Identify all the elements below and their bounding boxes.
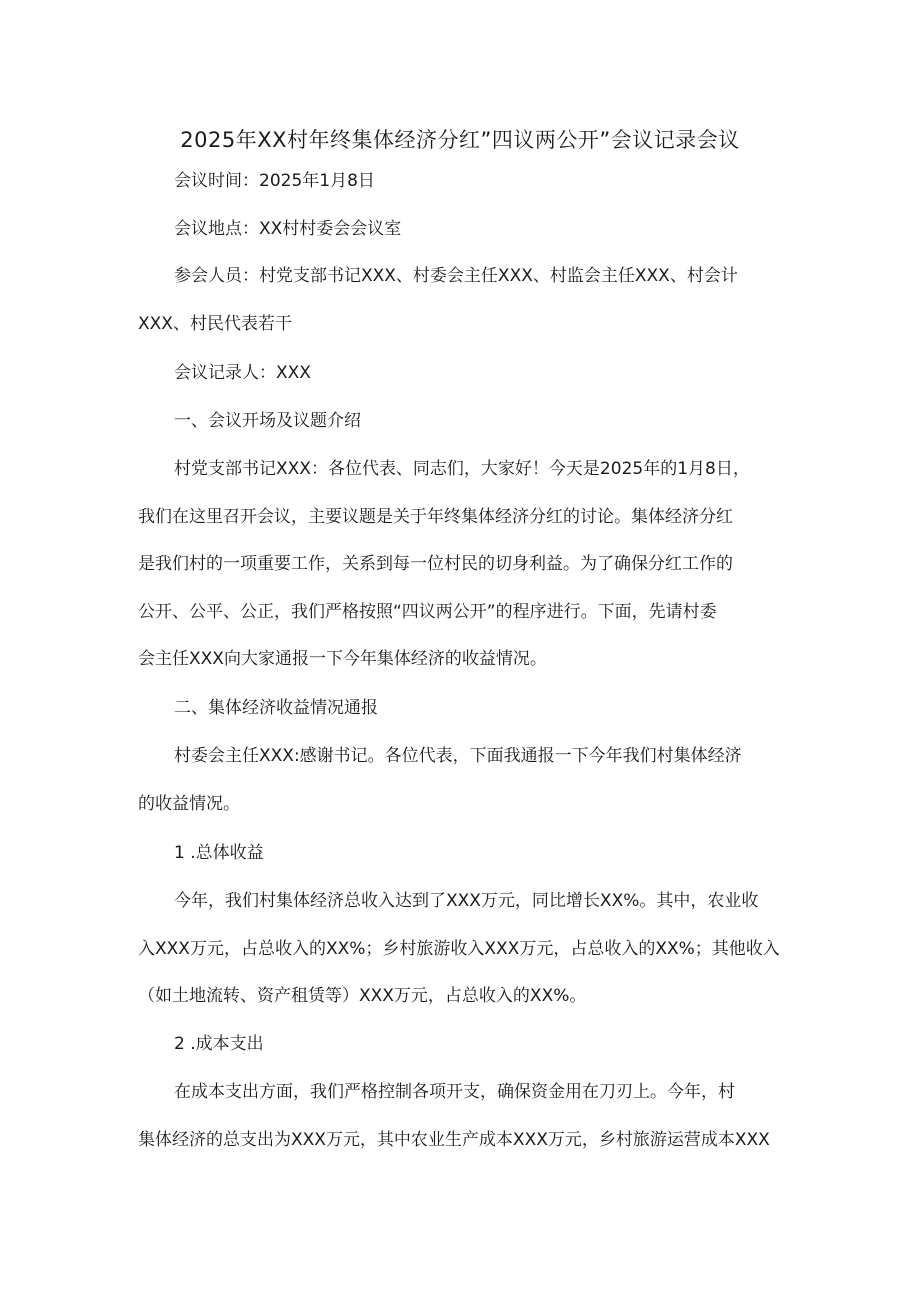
meeting-place: 会议地点：XX村村委会会议室 — [174, 219, 402, 239]
document-title: 2025年XX村年终集体经济分红”四议两公开”会议记录会议 — [180, 128, 740, 152]
subsection1-paragraph: 今年，我们村集体经济总收入达到了XXX万元，同比增长XX%。其中，农业收 入XXX万元，占总收入的XX%；乡村旅游收入XXX万元，占总收入的XX%；其他收入 （如土地流转、资产租赁等）XXX万元，占总收入的XX%。 — [138, 891, 780, 1006]
recorder: 会议记录人：XXX — [174, 363, 311, 383]
subsection1-heading: 1 .总体收益 — [174, 843, 264, 863]
section2-heading: 二、集体经济收益情况通报 — [174, 698, 378, 718]
attendees-line-2: XXX、村民代表若干 — [138, 313, 292, 334]
meeting-time: 会议时间：2025年1月8日 — [174, 171, 375, 191]
attendees-paragraph — [138, 253, 788, 348]
section2-paragraph: 村委会主任XXX:感谢书记。各位代表，下面我通报一下今年我们村集体经济 的收益情况。 — [138, 746, 742, 814]
section1-heading: 一、会议开场及议题介绍 — [174, 411, 361, 431]
section1-paragraph: 村党支部书记XXX：各位代表、同志们，大家好！今天是2025年的1月8日， 我们在这里召开会议，主要议题是关于年终集体经济分红的讨论。集体经济分红 是我们村的一项重要工作，关系到每一位村民的切身利益。为了确保分红工作的 公开、公平、公正，我们严格按照“四议两公开”的程序进行。下面，先请村委 会主任XXX向大家通报一下今年集体经济的收益情况。 — [138, 459, 750, 669]
subsection2-paragraph: 在成本支出方面，我们严格控制各项开支，确保资金用在刀刃上。今年，村 集体经济的总支出为XXX万元，其中农业生产成本XXX万元，乡村旅游运营成本XXX — [138, 1082, 770, 1150]
subsection2-heading: 2 .成本支出 — [174, 1034, 264, 1054]
attendees-line-1: 参会人员：村党支部书记XXX、村委会主任XXX、村监会主任XXX、村会计 — [174, 266, 738, 286]
